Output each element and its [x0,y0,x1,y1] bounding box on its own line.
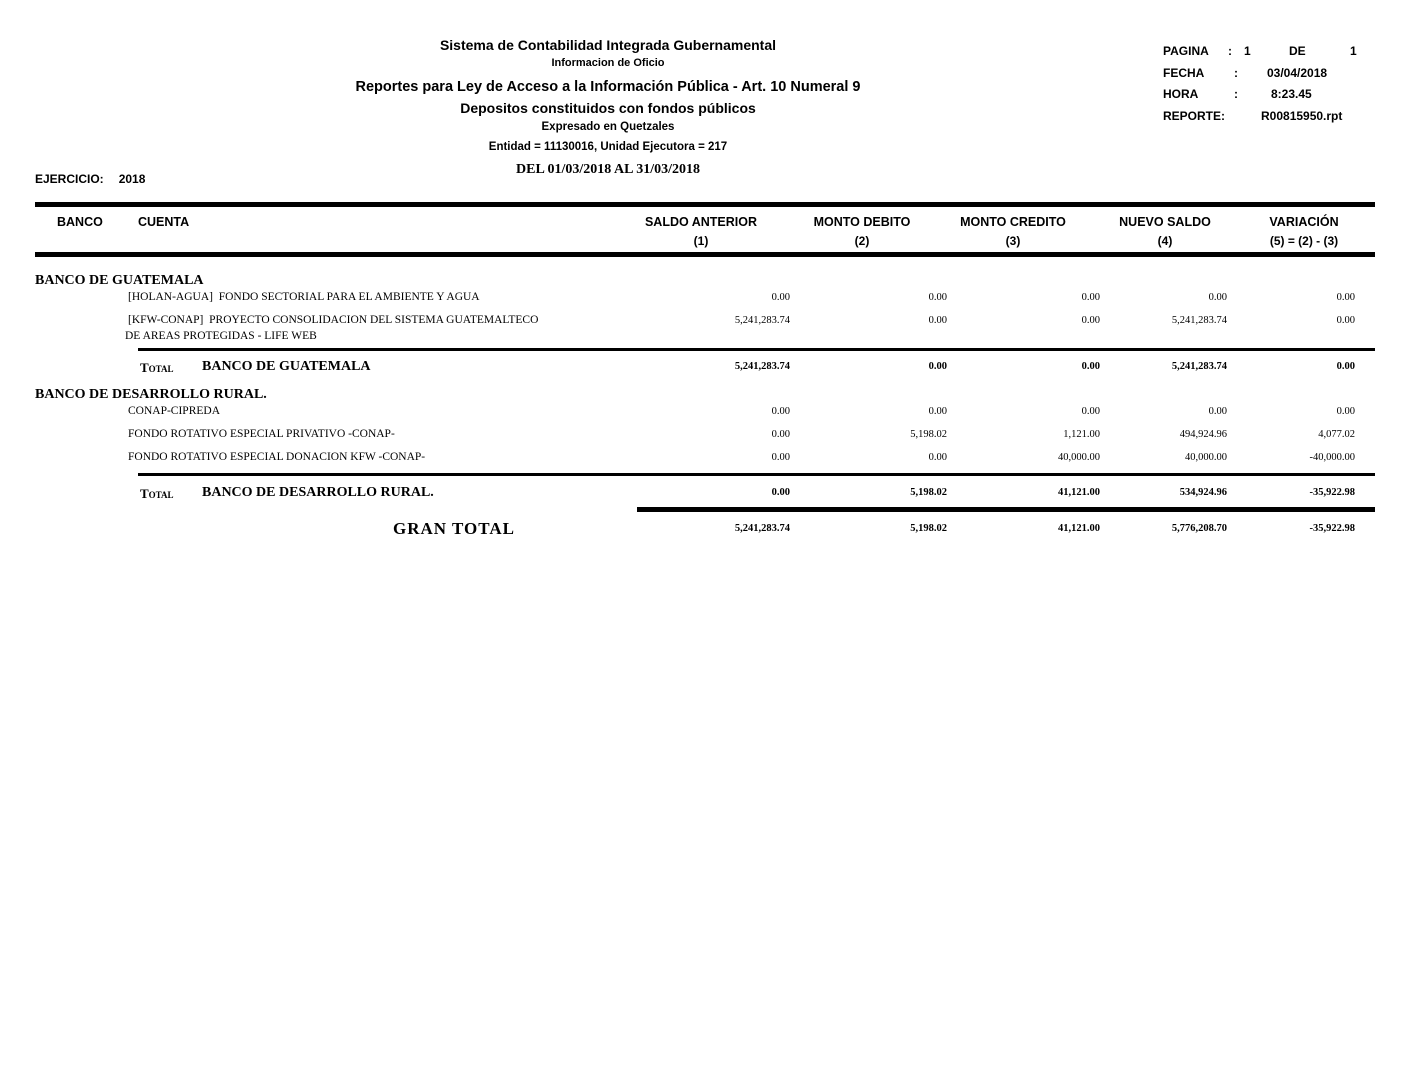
bank-group-header: BANCO DE GUATEMALA [35,273,204,288]
fecha-value: 03/04/2018 [1267,66,1328,80]
hora-label: HORA [1163,87,1199,101]
pagina-total-value: 1 [1350,44,1357,58]
total-bank-name: BANCO DE GUATEMALA [202,359,371,374]
report-subtitle: Informacion de Oficio [551,57,665,69]
account-name: [HOLAN-AGUA] FONDO SECTORIAL PARA EL AMBIENTE Y AGUA [128,291,480,303]
grand-total-label: GRAN TOTAL [393,519,515,538]
col-header-cuenta: CUENTA [138,215,190,229]
ejercicio-label: EJERCICIO: [35,172,104,186]
entity-line: Entidad = 11130016, Unidad Ejecutora = 217 [488,141,728,153]
col-subheader-1: (1) [693,234,709,248]
col-header-monto-debito: MONTO DEBITO [813,215,911,229]
header-top-rule [35,202,1375,207]
cell-monto-credito: 0.00 [1081,315,1100,326]
period-line: DEL 01/03/2018 AL 31/03/2018 [516,162,700,177]
grand-total-rule [637,507,1375,512]
cell-saldo-anterior: 0.00 [771,292,790,303]
cell-monto-debito: 0.00 [928,406,947,417]
grand-monto-debito: 5,198.02 [910,523,947,534]
cell-monto-credito: 40,000.00 [1058,452,1100,463]
account-name: FONDO ROTATIVO ESPECIAL DONACION KFW -CONAP- [128,451,426,463]
bank-group-header: BANCO DE DESARROLLO RURAL. [35,387,267,402]
grand-monto-credito: 41,121.00 [1058,523,1100,534]
reporte-label: REPORTE: [1163,109,1226,123]
system-title: Sistema de Contabilidad Integrada Gubernamental [439,37,777,53]
fecha-colon: : [1234,66,1238,80]
pagina-colon: : [1228,44,1232,58]
cell-variacion: -40,000.00 [1309,452,1355,463]
grand-variacion: -35,922.98 [1309,523,1355,534]
law-report-title: Reportes para Ley de Acceso a la Información Pública - Art. 10 Numeral 9 [355,79,861,95]
cell-saldo-anterior: 0.00 [771,429,790,440]
total-monto-credito: 0.00 [1081,361,1100,372]
meta-pagina-row [1163,44,1393,60]
currency-note: Expresado en Quetzales [541,121,675,133]
total-monto-credito: 41,121.00 [1058,487,1100,498]
account-name-line2: DE AREAS PROTEGIDAS - LIFE WEB [125,330,317,342]
account-name: CONAP-CIPREDA [128,405,221,417]
col-subheader-4: (4) [1157,234,1173,248]
cell-monto-debito: 0.00 [928,452,947,463]
total-nuevo-saldo: 5,241,283.74 [1171,361,1227,372]
pagina-label: PAGINA [1163,44,1209,58]
ejercicio-row [35,172,145,186]
account-name: [KFW-CONAP] PROYECTO CONSOLIDACION DEL SISTEMA GUATEMALTECO [128,314,539,326]
col-subheader-5: (5) = (2) - (3) [1269,234,1339,248]
fecha-label: FECHA [1163,66,1205,80]
hora-value: 8:23.45 [1271,87,1312,101]
reporte-value: R00815950.rpt [1261,109,1343,123]
hora-colon: : [1234,87,1238,101]
cell-monto-debito: 0.00 [928,292,947,303]
total-label: Total [140,486,174,501]
col-header-banco: BANCO [57,215,103,229]
cell-nuevo-saldo: 40,000.00 [1185,452,1227,463]
total-saldo-anterior: 5,241,283.74 [734,361,790,372]
pagina-de-label: DE [1289,44,1306,58]
total-variacion: 0.00 [1336,361,1355,372]
cell-monto-debito: 5,198.02 [910,429,947,440]
col-header-saldo-anterior: SALDO ANTERIOR [644,215,758,229]
cell-variacion: 0.00 [1336,406,1355,417]
cell-saldo-anterior: 0.00 [771,406,790,417]
total-nuevo-saldo: 534,924.96 [1179,487,1227,498]
group-total-rule [138,348,1375,351]
total-saldo-anterior: 0.00 [771,487,790,498]
document-title: Depositos constituidos con fondos públicos [460,100,756,116]
pagina-value: 1 [1244,44,1251,58]
cell-nuevo-saldo: 0.00 [1208,406,1227,417]
cell-variacion: 0.00 [1336,315,1355,326]
page-meta [1163,44,1393,134]
grand-saldo-anterior: 5,241,283.74 [734,523,790,534]
grand-nuevo-saldo: 5,776,208.70 [1171,523,1227,534]
cell-monto-debito: 0.00 [928,315,947,326]
col-header-nuevo-saldo: NUEVO SALDO [1119,215,1211,229]
col-header-variacion: VARIACIÓN [1269,215,1339,229]
cell-nuevo-saldo: 5,241,283.74 [1171,315,1227,326]
col-subheader-2: (2) [854,234,870,248]
account-name: FONDO ROTATIVO ESPECIAL PRIVATIVO -CONAP- [128,428,395,440]
total-bank-name: BANCO DE DESARROLLO RURAL. [202,485,434,500]
col-subheader-3: (3) [1005,234,1021,248]
cell-variacion: 4,077.02 [1318,429,1355,440]
ejercicio-value: 2018 [118,172,146,186]
group-total-rule [138,473,1375,476]
meta-hora-row [1163,87,1393,103]
cell-monto-credito: 0.00 [1081,406,1100,417]
cell-nuevo-saldo: 494,924.96 [1179,429,1227,440]
meta-reporte-row [1163,109,1393,125]
cell-saldo-anterior: 5,241,283.74 [734,315,790,326]
cell-variacion: 0.00 [1336,292,1355,303]
cell-monto-credito: 1,121.00 [1063,429,1100,440]
total-variacion: -35,922.98 [1309,487,1355,498]
total-monto-debito: 0.00 [928,361,947,372]
meta-fecha-row [1163,66,1393,82]
total-monto-debito: 5,198.02 [910,487,947,498]
header-bottom-rule [35,252,1375,257]
col-header-monto-credito: MONTO CREDITO [960,215,1066,229]
total-label: Total [140,360,174,375]
cell-monto-credito: 0.00 [1081,292,1100,303]
cell-nuevo-saldo: 0.00 [1208,292,1227,303]
cell-saldo-anterior: 0.00 [771,452,790,463]
